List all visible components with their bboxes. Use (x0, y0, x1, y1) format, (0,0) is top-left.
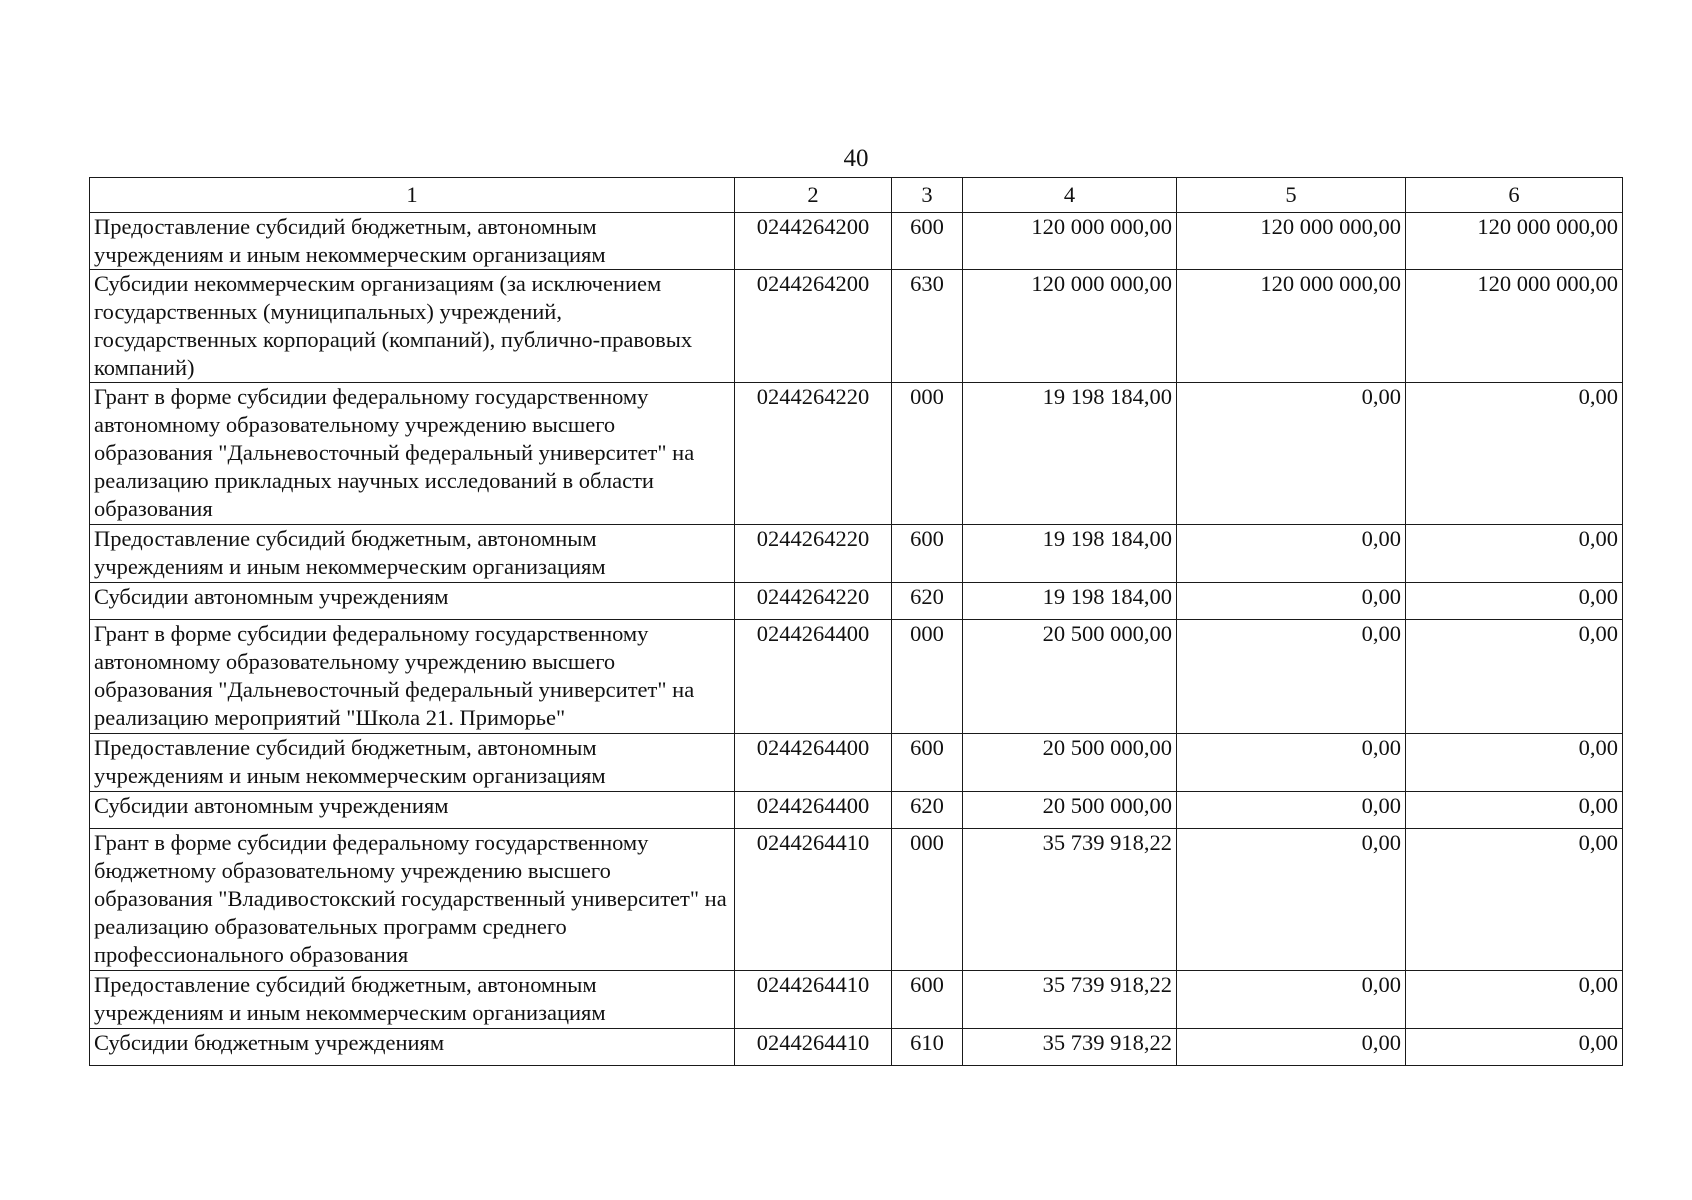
row-value-4: 19 198 184,00 (963, 525, 1177, 583)
row-value-4: 35 739 918,22 (963, 1029, 1177, 1066)
row-kind: 600 (892, 971, 963, 1029)
row-value-5: 120 000 000,00 (1177, 270, 1406, 383)
table-row (90, 525, 1623, 583)
row-description: Предоставление субсидий бюджетным, автономным учреждениям и иным некоммерческим организациям (90, 525, 735, 583)
table-row (90, 734, 1623, 792)
row-value-4: 120 000 000,00 (963, 213, 1177, 270)
row-value-6: 0,00 (1406, 829, 1623, 971)
row-value-5: 0,00 (1177, 383, 1406, 525)
row-value-5: 0,00 (1177, 525, 1406, 583)
table-row (90, 620, 1623, 734)
row-value-6: 0,00 (1406, 734, 1623, 792)
table-row (90, 829, 1623, 971)
row-value-4: 35 739 918,22 (963, 829, 1177, 971)
row-kind: 600 (892, 525, 963, 583)
row-value-5: 120 000 000,00 (1177, 213, 1406, 270)
header-col-2: 2 (735, 178, 892, 213)
row-value-5: 0,00 (1177, 1029, 1406, 1066)
row-description: Субсидии автономным учреждениям (90, 583, 735, 620)
table-row (90, 971, 1623, 1029)
row-code: 0244264220 (735, 525, 892, 583)
budget-table (89, 177, 1623, 1066)
row-value-4: 20 500 000,00 (963, 620, 1177, 734)
row-kind: 630 (892, 270, 963, 383)
row-code: 0244264400 (735, 620, 892, 734)
row-value-6: 120 000 000,00 (1406, 270, 1623, 383)
row-value-5: 0,00 (1177, 734, 1406, 792)
row-value-6: 0,00 (1406, 583, 1623, 620)
row-value-6: 0,00 (1406, 383, 1623, 525)
row-code: 0244264220 (735, 383, 892, 525)
row-kind: 000 (892, 383, 963, 525)
row-value-5: 0,00 (1177, 620, 1406, 734)
row-description: Грант в форме субсидии федеральному государственному бюджетному образовательному учреждению высшего образования "Владивостокский государственный университет" на реализацию образовательных программ среднего профессионального образования (90, 829, 735, 971)
row-code: 0244264400 (735, 734, 892, 792)
row-value-4: 19 198 184,00 (963, 583, 1177, 620)
table-row (90, 213, 1623, 270)
row-code: 0244264410 (735, 829, 892, 971)
row-value-6: 120 000 000,00 (1406, 213, 1623, 270)
row-kind: 620 (892, 792, 963, 829)
row-value-4: 19 198 184,00 (963, 383, 1177, 525)
row-value-4: 120 000 000,00 (963, 270, 1177, 383)
table-header (90, 178, 1623, 213)
row-value-6: 0,00 (1406, 620, 1623, 734)
row-value-5: 0,00 (1177, 971, 1406, 1029)
row-value-6: 0,00 (1406, 1029, 1623, 1066)
row-description: Предоставление субсидий бюджетным, автономным учреждениям и иным некоммерческим организациям (90, 734, 735, 792)
header-col-3: 3 (892, 178, 963, 213)
table-row (90, 270, 1623, 383)
row-kind: 620 (892, 583, 963, 620)
table-row (90, 583, 1623, 620)
row-description: Субсидии некоммерческим организациям (за исключением государственных (муниципальных) учреждений, государственных корпораций (компаний), публично-правовых компаний) (90, 270, 735, 383)
row-description: Грант в форме субсидии федеральному государственному автономному образовательному учреждению высшего образования "Дальневосточный федеральный университет" на реализацию прикладных научных исследований в области образования (90, 383, 735, 525)
header-col-4: 4 (963, 178, 1177, 213)
row-value-5: 0,00 (1177, 829, 1406, 971)
table-row (90, 1029, 1623, 1066)
header-col-1: 1 (90, 178, 735, 213)
row-description: Субсидии автономным учреждениям (90, 792, 735, 829)
row-code: 0244264400 (735, 792, 892, 829)
table-row (90, 383, 1623, 525)
row-code: 0244264410 (735, 1029, 892, 1066)
row-value-4: 20 500 000,00 (963, 734, 1177, 792)
row-value-6: 0,00 (1406, 792, 1623, 829)
row-value-4: 20 500 000,00 (963, 792, 1177, 829)
row-kind: 000 (892, 829, 963, 971)
table-body (90, 213, 1623, 1066)
page-number: 40 (843, 145, 869, 172)
row-kind: 000 (892, 620, 963, 734)
row-code: 0244264200 (735, 213, 892, 270)
header-col-6: 6 (1406, 178, 1623, 213)
table-row (90, 792, 1623, 829)
header-row (90, 178, 1623, 213)
row-description: Предоставление субсидий бюджетным, автономным учреждениям и иным некоммерческим организациям (90, 213, 735, 270)
row-kind: 610 (892, 1029, 963, 1066)
row-kind: 600 (892, 213, 963, 270)
row-description: Субсидии бюджетным учреждениям (90, 1029, 735, 1066)
header-col-5: 5 (1177, 178, 1406, 213)
row-kind: 600 (892, 734, 963, 792)
row-value-6: 0,00 (1406, 525, 1623, 583)
row-code: 0244264220 (735, 583, 892, 620)
row-value-6: 0,00 (1406, 971, 1623, 1029)
row-value-4: 35 739 918,22 (963, 971, 1177, 1029)
row-value-5: 0,00 (1177, 583, 1406, 620)
row-code: 0244264200 (735, 270, 892, 383)
row-value-5: 0,00 (1177, 792, 1406, 829)
row-code: 0244264410 (735, 971, 892, 1029)
row-description: Грант в форме субсидии федеральному государственному автономному образовательному учреждению высшего образования "Дальневосточный федеральный университет" на реализацию мероприятий "Школа 21. Приморье" (90, 620, 735, 734)
row-description: Предоставление субсидий бюджетным, автономным учреждениям и иным некоммерческим организациям (90, 971, 735, 1029)
